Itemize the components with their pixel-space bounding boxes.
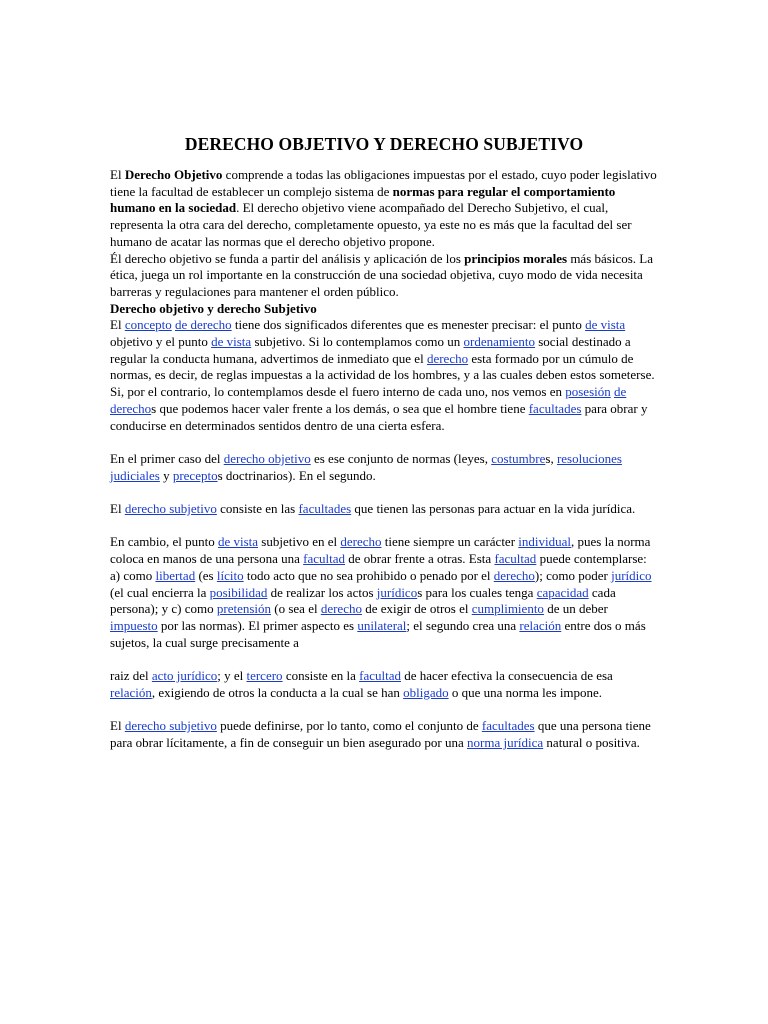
text: puede contemplarse: a) como [110,551,647,583]
link-facultad[interactable]: facultad [494,551,537,567]
link-de-vista[interactable]: de vista [217,534,259,550]
text: s, [545,450,557,466]
text: puede definirse, por lo tanto, como el conjunto de [216,718,482,734]
text: (el cual encierra la [110,584,210,600]
link-posibilidad[interactable]: posibilidad [209,584,268,600]
link-relacion[interactable]: relación [519,617,562,633]
blank-line [110,651,658,668]
document-title: DERECHO OBJETIVO Y DERECHO SUBJETIVO [184,134,584,154]
blank-line [110,484,658,501]
text: es ese conjunto de normas (leyes, [310,450,492,466]
link-de-derecho[interactable]: de derecho [110,384,627,416]
blank-line [110,701,658,718]
text: de obrar frente a otras. Esta [345,551,495,567]
link-juridico[interactable]: jurídico [611,567,652,583]
link-derecho-subjetivo[interactable]: derecho subjetivo [124,501,217,517]
text: (o sea el [271,601,321,617]
text: ); como poder [534,567,612,583]
text: s para los cuales tenga [417,584,537,600]
link-derecho[interactable]: derecho [340,534,382,550]
section-heading [110,301,658,318]
text: de exigir de otros el [361,601,472,617]
text: subjetivo. Si lo contemplamos como un [251,334,464,350]
bold-text: normas para regular el comportamiento humano en la sociedad [110,183,616,216]
text: cada persona); y c) como [110,584,616,617]
link-facultades[interactable]: facultades [481,718,535,734]
blank-line [110,518,658,535]
text: El [110,167,125,182]
link-cumplimiento[interactable]: cumplimiento [471,601,544,617]
paragraph-definicion [110,718,658,751]
text: Él derecho objetivo se funda a partir del análisis y aplicación de los [110,250,465,266]
text: subjetivo en el [258,534,341,550]
link-derecho-subjetivo[interactable]: derecho subjetivo [124,718,217,734]
text: ; el segundo crea una [406,617,520,633]
link-ordenamiento[interactable]: ordenamiento [463,334,535,350]
text: que una persona tiene para obrar lícitamente, a fin de conseguir un bien asegurado por una [110,718,651,750]
text: s que podemos hacer valer frente a los demás, o sea que el hombre tiene [151,400,529,416]
paragraph-concepto [110,317,658,434]
text: raiz del [110,668,152,684]
bold-text: Derecho Objetivo [124,167,223,182]
link-facultades[interactable]: facultades [298,501,352,517]
text: , pues la norma coloca en manos de una persona una [110,534,651,567]
text: comprende a todas las obligaciones impuestas por el estado, cuyo poder legislativo tiene la facultad de establecer un complejo sistema de [110,167,657,199]
link-posesion[interactable]: posesión [565,384,611,400]
text: consiste en las [216,501,299,517]
text: En cambio, el punto [110,534,218,550]
link-concepto[interactable]: concepto [124,317,172,333]
link-precepto[interactable]: precepto [172,467,218,483]
link-libertad[interactable]: libertad [155,567,196,583]
link-individual[interactable]: individual [518,534,572,550]
text: todo acto que no sea prohibido o penado por el [243,567,494,583]
link-unilateral[interactable]: unilateral [357,617,407,633]
text: tiene siempre un carácter [381,534,519,550]
text: consiste en la [282,668,360,684]
bold-text: principios morales [464,250,568,266]
text: que tienen las personas para actuar en la vida jurídica. [351,501,636,517]
link-pretension[interactable]: pretensión [216,601,272,617]
link-obligado[interactable]: obligado [403,684,449,700]
text: por las normas). El primer aspecto es [157,617,358,633]
text: , exigiendo de otros la conducta a la cual se han [151,684,404,700]
paragraph-punto-de-vista [110,534,658,651]
text: (es [195,567,217,583]
text: de un deber [543,601,608,617]
link-costumbre[interactable]: costumbre [491,450,546,466]
link-de-derecho[interactable]: de derecho [174,317,232,333]
link-licito[interactable]: lícito [216,567,244,583]
text: más básicos. La ética, juega un rol importante en la construcción de una sociedad objetiva, cuyo modo de vida necesita barreras y regulaciones para mantener el orden público. [110,250,653,299]
link-acto-juridico[interactable]: acto jurídico [151,668,218,684]
text: o que una norma les impone. [448,684,603,700]
paragraph-derecho-subjetivo [110,501,658,518]
link-derecho[interactable]: derecho [320,601,362,617]
text: entre dos o más sujetos, la cual surge precisamente a [110,617,646,650]
text: s doctrinarios). En el segundo. [217,467,376,483]
text: ; y el [217,668,247,684]
text: social destinado a regular la conducta humana, advertimos de inmediato que el [110,334,631,366]
paragraph-raiz [110,668,658,701]
text: para obrar y conducirse en determinados sentidos dentro de una cierta esfera. [110,400,648,433]
link-de-vista[interactable]: de vista [211,334,252,350]
link-resoluciones-judiciales[interactable]: resoluciones judiciales [110,450,622,483]
paragraph-derecho-objetivo [110,167,658,251]
text: natural o positiva. [543,734,640,750]
paragraph-primer-caso [110,451,658,484]
paragraph-fundamento [110,251,658,301]
text: de hacer efectiva la consecuencia de esa [400,668,613,684]
link-derecho[interactable]: derecho [493,567,535,583]
text: El [110,317,125,333]
section-heading-text: Derecho objetivo y derecho Subjetivo [110,300,317,316]
link-tercero[interactable]: tercero [246,668,283,684]
text: . El derecho objetivo viene acompañado del Derecho Subjetivo, el cual, representa la otra cara del derecho, completamente opuesto, ya este no es más que la facultad del ser humano de acatar las normas que el derecho objetivo propone. [110,200,632,249]
text: En el primer caso del [110,450,224,466]
link-capacidad[interactable]: capacidad [536,584,589,600]
text: esta formado por un cúmulo de normas, es decir, de reglas impuestas a la actividad de los hombres, y a las cuales deben estos someterse. Si, por el contrario, lo contemplamos desde el fuero interno de cada uno, nos vemos en [110,350,655,400]
link-derecho[interactable]: derecho [426,350,469,366]
blank-line [110,434,658,451]
link-juridico[interactable]: jurídico [376,584,418,600]
link-norma-juridica[interactable]: norma jurídica [467,734,544,750]
text: de realizar los actos [267,584,377,600]
text: y [159,467,173,483]
text: tiene dos significados diferentes que es menester precisar: el punto [231,317,586,333]
text: El [110,501,125,517]
link-facultad[interactable]: facultad [359,668,401,684]
link-de-vista[interactable]: de vista [585,317,626,333]
document-body [110,167,658,752]
link-facultades[interactable]: facultades [528,400,582,416]
link-derecho-objetivo[interactable]: derecho objetivo [223,450,311,466]
link-impuesto[interactable]: impuesto [110,617,158,633]
text: objetivo y el punto [110,334,212,350]
link-facultad[interactable]: facultad [303,551,345,567]
link-relacion[interactable]: relación [110,684,152,700]
text: El [110,718,125,734]
